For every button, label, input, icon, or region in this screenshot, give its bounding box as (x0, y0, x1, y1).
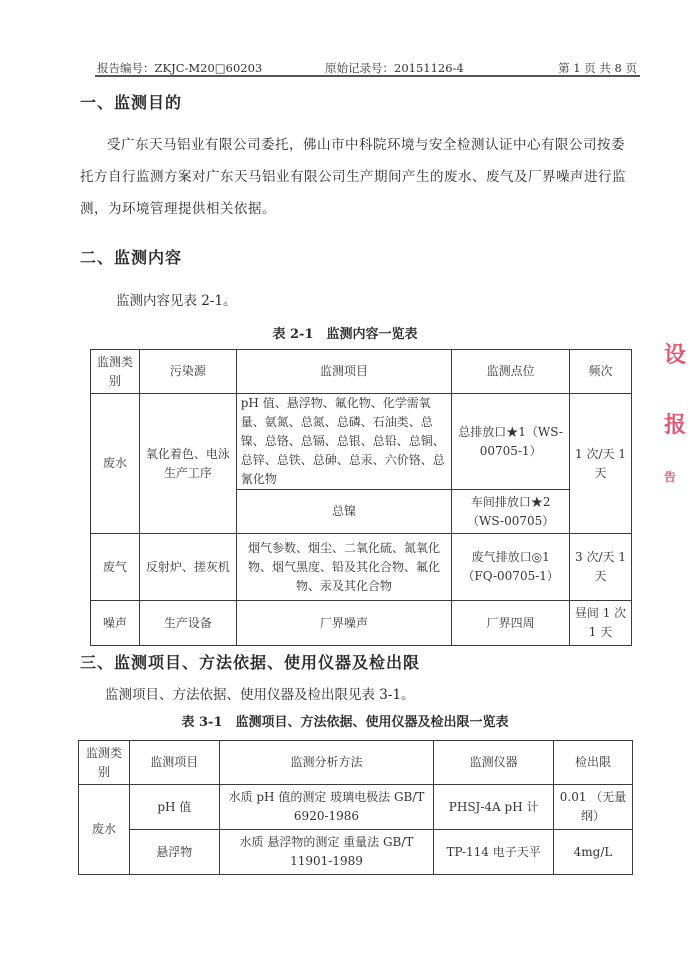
page-number: 第 1 页 共 8 页 (558, 61, 637, 75)
section-2-intro: 监测内容见表 2-1。 (116, 293, 237, 309)
point-cell: 总排放口★1（WS-00705-1） (452, 394, 570, 490)
table-2-1 (90, 349, 632, 646)
record-number: 原始记录号：20151126-4 (325, 61, 464, 75)
edge-stamp-marks (660, 338, 690, 518)
instrument-cell: TP-114 电子天平 (434, 830, 554, 875)
section-1-title: 一、监测目的 (80, 93, 183, 112)
header-cell: 监测项目 (236, 350, 452, 394)
items-cell: 厂界噪声 (236, 601, 452, 646)
source-cell: 反射炉、搓灰机 (139, 534, 236, 601)
stamp-char: 设 (664, 342, 687, 368)
frequency-cell: 1 次/天 1 天 (570, 394, 632, 534)
category-cell: 废水 (79, 785, 130, 875)
page-header (97, 58, 637, 76)
stamp-char: 告 (664, 470, 677, 484)
section-2-title: 二、监测内容 (80, 248, 183, 267)
point-cell: 车间排放口★2（WS-00705） (452, 490, 570, 534)
frequency-cell: 昼间 1 次 1 天 (570, 601, 632, 646)
header-cell: 监测仪器 (434, 741, 554, 785)
category-cell: 废水 (91, 394, 140, 534)
item-cell: pH 值 (129, 785, 219, 830)
header-rule (95, 75, 640, 77)
table-3-1 (78, 740, 633, 875)
point-cell: 厂界四周 (452, 601, 570, 646)
table-row (91, 601, 632, 646)
method-cell: 水质 pH 值的测定 玻璃电极法 GB/T 6920-1986 (219, 785, 434, 830)
limit-cell: 4mg/L (554, 830, 633, 875)
limit-cell: 0.01 （无量纲） (554, 785, 633, 830)
category-cell: 废气 (91, 534, 140, 601)
frequency-cell: 3 次/天 1 天 (570, 534, 632, 601)
report-number: 报告编号：ZKJC-M20□60203 (97, 61, 263, 75)
category-cell: 噪声 (91, 601, 140, 646)
header-cell: 监测类别 (91, 350, 140, 394)
stamp-char: 报 (664, 412, 687, 438)
header-cell: 污染源 (139, 350, 236, 394)
table-header-row (91, 350, 632, 394)
section-3-intro: 监测项目、方法依据、使用仪器及检出限见表 3-1。 (105, 687, 415, 703)
table-2-1-caption: 表 2-1 监测内容一览表 (272, 327, 418, 342)
section-3-title: 三、监测项目、方法依据、使用仪器及检出限 (80, 653, 421, 672)
header-cell: 监测类别 (79, 741, 130, 785)
source-cell: 氧化着色、电泳生产工序 (139, 394, 236, 534)
table-row (79, 830, 633, 875)
table-row (79, 785, 633, 830)
item-cell: 悬浮物 (129, 830, 219, 875)
source-cell: 生产设备 (139, 601, 236, 646)
header-cell: 监测项目 (129, 741, 219, 785)
table-row (91, 394, 632, 490)
method-cell: 水质 悬浮物的测定 重量法 GB/T 11901-1989 (219, 830, 434, 875)
header-cell: 监测点位 (452, 350, 570, 394)
items-cell: 烟气参数、烟尘、二氧化硫、氮氧化物、烟气黑度、铅及其化合物、氟化物、汞及其化合物 (236, 534, 452, 601)
table-header-row (79, 741, 633, 785)
header-cell: 检出限 (554, 741, 633, 785)
instrument-cell: PHSJ-4A pH 计 (434, 785, 554, 830)
point-cell: 废气排放口◎1（FQ-00705-1） (452, 534, 570, 601)
items-cell: 总镍 (236, 490, 452, 534)
header-cell: 监测分析方法 (219, 741, 434, 785)
section-1-body: 受广东天马铝业有限公司委托，佛山市中科院环境与安全检测认证中心有限公司按委托方自行监测方案对广东天马铝业有限公司生产期间产生的废水、废气及厂界噪声进行监测，为环境管理提供相关依据。 (80, 137, 626, 217)
table-3-1-caption: 表 3-1 监测项目、方法依据、使用仪器及检出限一览表 (181, 715, 509, 730)
header-cell: 频次 (570, 350, 632, 394)
table-row (91, 534, 632, 601)
items-cell: pH 值、悬浮物、氟化物、化学需氧量、氨氮、总氮、总磷、石油类、总镍、总铬、总镉、总银、总铅、总铜、总锌、总铁、总砷、总汞、六价铬、总氰化物 (236, 394, 452, 490)
